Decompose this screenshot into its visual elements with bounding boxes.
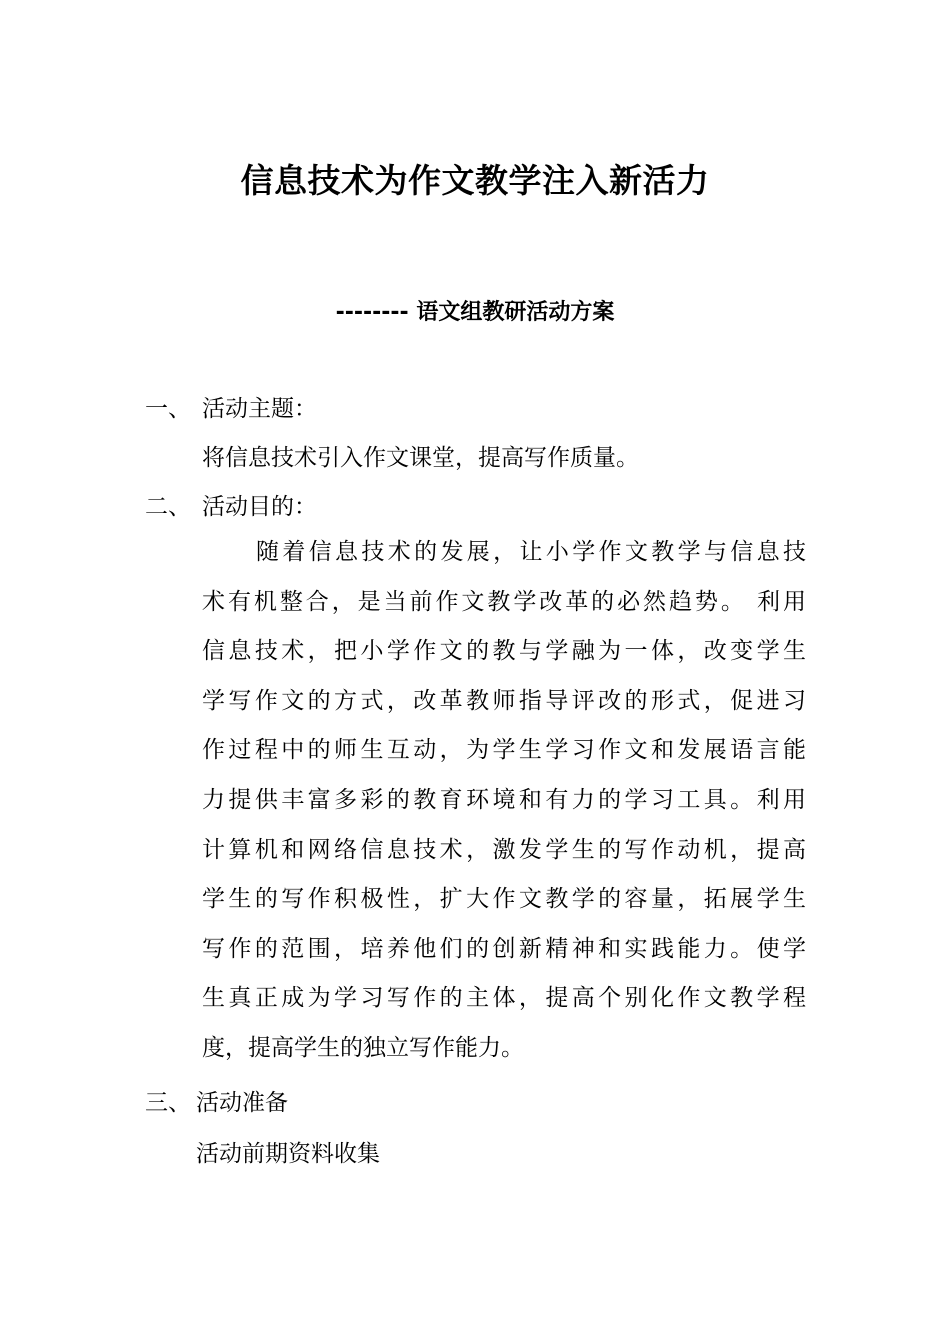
paragraph-line: 度，提高学生的独立写作能力。 <box>202 1034 524 1061</box>
section-heading-text: 活动准备 <box>196 1090 288 1116</box>
section-content-theme: 将信息技术引入作文课堂，提高写作质量。 <box>202 445 639 471</box>
section-number: 三、 <box>145 1090 191 1116</box>
section-heading-text: 活动目的： <box>202 494 317 520</box>
paragraph-line: 生真正成为学习写作的主体，提高个别化作文教学程 <box>202 985 806 1012</box>
paragraph-line: 信息技术，把小学作文的教与学融为一体，改变学生 <box>202 638 806 665</box>
section-paragraph-purpose <box>202 536 806 1082</box>
document-subtitle: -------- 语文组教研活动方案 <box>335 300 615 325</box>
paragraph-line: 写作的范围，培养他们的创新精神和实践能力。使学 <box>202 935 806 962</box>
document-title: 信息技术为作文教学注入新活力 <box>240 161 710 200</box>
section-heading-theme <box>145 390 317 423</box>
paragraph-line: 学写作文的方式，改革教师指导评改的形式，促进习 <box>202 687 806 714</box>
section-number: 一、 <box>145 396 191 422</box>
section-number: 二、 <box>145 494 191 520</box>
paragraph-line: 作过程中的师生互动，为学生学习作文和发展语言能 <box>202 737 806 764</box>
paragraph-line: 学生的写作积极性，扩大作文教学的容量，拓展学生 <box>202 886 806 913</box>
section-heading-purpose <box>145 488 317 521</box>
section-content-preparation: 活动前期资料收集 <box>196 1141 380 1167</box>
paragraph-line: 力提供丰富多彩的教育环境和有力的学习工具。利用 <box>202 786 806 813</box>
paragraph-line: 计算机和网络信息技术，激发学生的写作动机，提高 <box>202 836 806 863</box>
paragraph-line: 随着信息技术的发展，让小学作文教学与信息技 <box>256 539 806 565</box>
section-heading-text: 活动主题： <box>202 396 317 422</box>
section-heading-preparation <box>145 1084 288 1117</box>
paragraph-line: 术有机整合，是当前作文教学改革的必然趋势。 利用 <box>202 588 806 615</box>
